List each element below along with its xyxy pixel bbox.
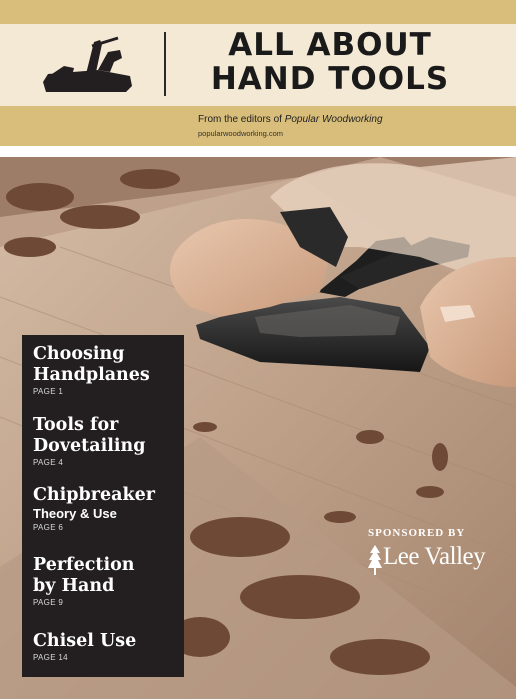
toc-subtitle: Theory & Use xyxy=(33,506,117,521)
toc-page: PAGE 4 xyxy=(33,458,64,467)
page-title xyxy=(180,28,480,96)
editors-prefix: From the editors of xyxy=(198,114,285,125)
top-gold-bar xyxy=(0,0,516,24)
title-line-2: HAND TOOLS xyxy=(210,61,450,97)
toc-item-chipbreaker[interactable] xyxy=(33,485,155,532)
toc-item-perfection[interactable] xyxy=(33,555,135,607)
toc-page: PAGE 9 xyxy=(33,598,64,607)
toc-title-line2: Handplanes xyxy=(33,365,150,385)
toc-item-dovetailing[interactable] xyxy=(33,415,145,467)
toc-title: Chipbreaker xyxy=(33,485,155,505)
toc-title: Chisel Use xyxy=(33,631,137,651)
table-of-contents xyxy=(22,335,184,677)
sponsor-brand: Lee Valley xyxy=(383,543,486,570)
toc-title-line2: Dovetailing xyxy=(33,436,146,456)
masthead xyxy=(0,24,516,106)
toc-item-chisel[interactable] xyxy=(33,631,136,662)
toc-title-line2: by Hand xyxy=(33,576,115,596)
masthead-divider xyxy=(164,32,166,96)
credits-band xyxy=(0,106,516,146)
toc-item-handplanes[interactable] xyxy=(33,344,150,396)
sponsor-label: SPONSORED BY xyxy=(368,527,466,539)
editors-credit xyxy=(198,114,383,125)
toc-title: Tools for xyxy=(33,415,119,435)
toc-page: PAGE 6 xyxy=(33,523,64,532)
toc-page: PAGE 1 xyxy=(33,387,64,396)
website-url[interactable]: popularwoodworking.com xyxy=(198,129,284,138)
sponsor-logo[interactable] xyxy=(368,543,492,577)
toc-page: PAGE 14 xyxy=(33,653,68,662)
spacer xyxy=(0,146,516,157)
title-line-1: ALL ABOUT xyxy=(228,27,432,63)
hand-plane-icon xyxy=(38,36,136,96)
tree-icon xyxy=(368,545,382,575)
toc-title: Perfection xyxy=(33,555,135,575)
toc-title: Choosing xyxy=(33,344,125,364)
magazine-name: Popular Woodworking xyxy=(284,114,383,125)
